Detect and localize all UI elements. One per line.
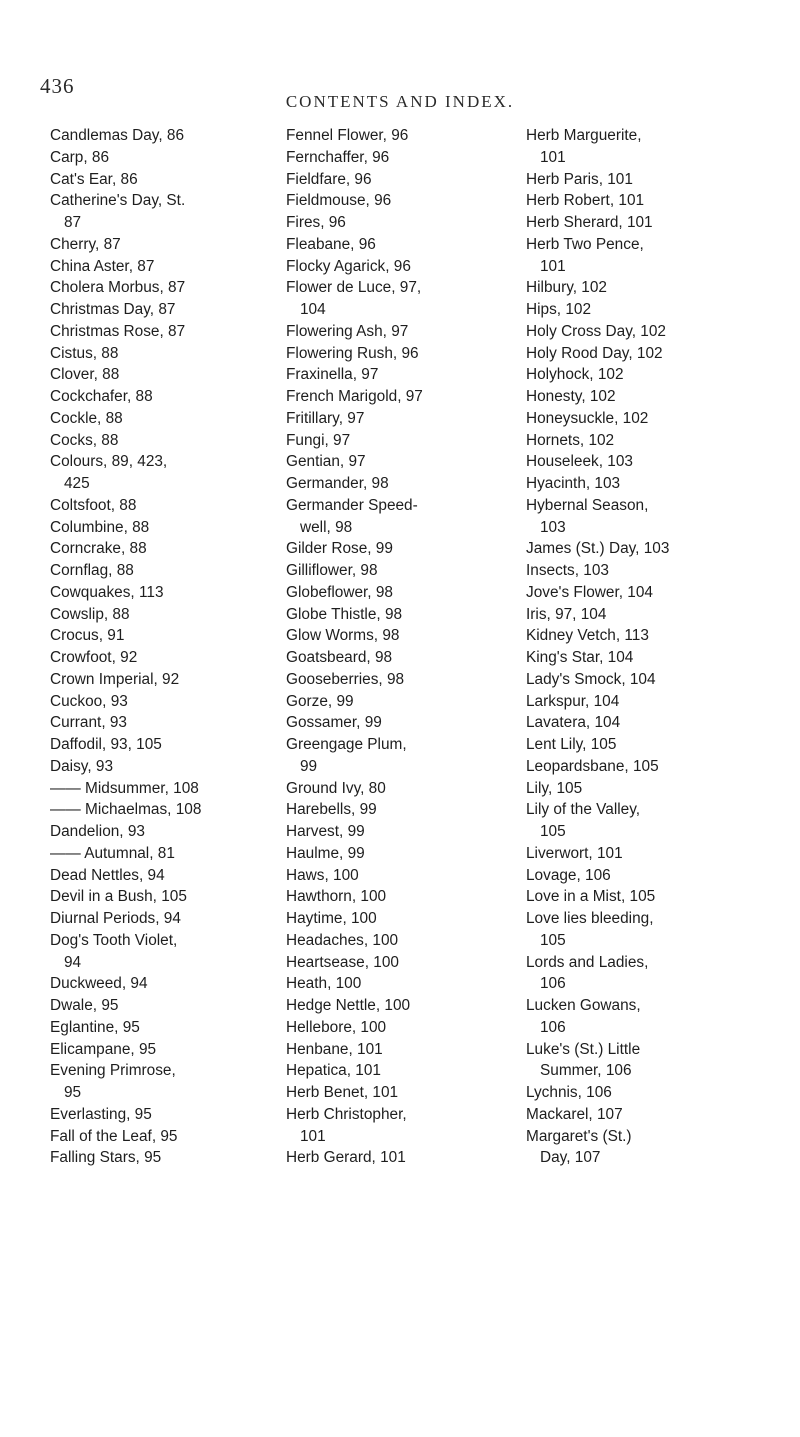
index-entry: Heath, 100 (286, 975, 362, 993)
index-entry: Fall of the Leaf, 95 (50, 1127, 178, 1145)
index-entry: 103 (540, 518, 566, 536)
index-entry: Herb Christopher, (286, 1105, 407, 1123)
index-entry: Lady's Smock, 104 (526, 670, 656, 688)
index-entry: 104 (300, 301, 326, 318)
index-entry: Everlasting, 95 (50, 1105, 152, 1123)
index-entry: Germander, 98 (286, 475, 389, 492)
index-entry: Goatsbeard, 98 (286, 649, 393, 666)
index-entry: 106 (540, 975, 566, 993)
index-entry: Love lies bleeding, (526, 910, 654, 927)
index-entry: 95 (64, 1084, 82, 1101)
index-entry: Herb Robert, 101 (526, 192, 645, 210)
index-entry: James (St.) Day, 103 (526, 540, 670, 558)
index-entry: King's Star, 104 (526, 649, 634, 666)
index-entry: Fieldmouse, 96 (286, 192, 392, 210)
index-entry: Gooseberries, 98 (286, 670, 405, 688)
index-entry: Lily of the Valley, (526, 801, 641, 819)
index-entry: Honeysuckle, 102 (526, 409, 649, 427)
index-entry: Summer, 106 (540, 1062, 632, 1080)
index-entry: well, 98 (300, 518, 353, 536)
index-entry: Corncrake, 88 (50, 540, 147, 558)
index-entry: Herb Paris, 101 (526, 170, 633, 188)
index-entry: Herb Gerard, 101 (286, 1149, 406, 1167)
index-entry: China Aster, 87 (50, 257, 155, 275)
index-entry: 101 (540, 148, 566, 166)
index-entry: 99 (300, 757, 318, 775)
index-entry: Day, 107 (540, 1149, 601, 1167)
index-entry: Hips, 102 (526, 301, 592, 318)
index-entry: Larkspur, 104 (526, 692, 620, 710)
index-entry: Headaches, 100 (286, 931, 399, 949)
index-entry: Cistus, 88 (50, 344, 119, 362)
index-entry: Christmas Rose, 87 (50, 322, 186, 340)
index-entry: Dwale, 95 (50, 997, 119, 1014)
index-entry: Globeflower, 98 (286, 583, 393, 601)
index-entry: Fraxinella, 97 (286, 366, 379, 384)
index-entry: Lychnis, 106 (526, 1084, 612, 1101)
index-entry: Clover, 88 (50, 366, 120, 384)
index-entry: Cockle, 88 (50, 409, 123, 427)
index-entry: Leopardsbane, 105 (526, 757, 659, 775)
index-column-1 (50, 125, 288, 1169)
index-entry: 87 (64, 214, 82, 231)
index-entry: Mackarel, 107 (526, 1105, 623, 1123)
index-entry: Christmas Day, 87 (50, 301, 176, 318)
index-entry: Flowering Ash, 97 (286, 322, 409, 340)
index-entry: Gorze, 99 (286, 692, 354, 710)
index-entry: Dandelion, 93 (50, 823, 145, 840)
index-entry: Gilder Rose, 99 (286, 540, 393, 558)
index-entry: Flowering Rush, 96 (286, 344, 419, 362)
index-entry: Cowquakes, 113 (50, 583, 164, 601)
index-entry: Daffodil, 93, 105 (50, 736, 162, 753)
index-entry: Houseleek, 103 (526, 453, 633, 471)
index-entry: Crown Imperial, 92 (50, 670, 180, 688)
index-entry: Holy Cross Day, 102 (526, 322, 666, 340)
index-entry: Fennel Flower, 96 (286, 127, 409, 144)
index-entry: Hepatica, 101 (286, 1062, 381, 1080)
index-entry: Crowfoot, 92 (50, 649, 138, 666)
index-entry: Glow Worms, 98 (286, 627, 400, 645)
index-entry: Herb Two Pence, (526, 235, 644, 253)
index-entry: Holyhock, 102 (526, 366, 624, 384)
index-entry: Columbine, 88 (50, 518, 150, 536)
index-entry: 106 (540, 1018, 566, 1036)
index-entry: Heartsease, 100 (286, 953, 399, 971)
index-entry: Duckweed, 94 (50, 975, 148, 993)
index-entry: Lent Lily, 105 (526, 736, 617, 753)
index-entry: Love in a Mist, 105 (526, 888, 656, 906)
index-entry: Fleabane, 96 (286, 235, 376, 253)
index-entry: Lucken Gowans, (526, 997, 641, 1014)
index-entry: Ground Ivy, 80 (286, 779, 386, 797)
index-entry: Gossamer, 99 (286, 714, 382, 732)
index-entry: Herb Benet, 101 (286, 1084, 399, 1101)
page-header (40, 74, 760, 111)
index-entry: Fernchaffer, 96 (286, 148, 390, 166)
index-entry: Lavatera, 104 (526, 714, 621, 732)
index-entry: Evening Primrose, (50, 1062, 176, 1080)
index-entry: Carp, 86 (50, 148, 110, 166)
index-entry: Catherine's Day, St. (50, 192, 186, 210)
index-column-3 (526, 125, 764, 1169)
index-entry: Fungi, 97 (286, 431, 351, 449)
index-entry: 105 (540, 931, 566, 949)
index-entry: Dead Nettles, 94 (50, 866, 165, 884)
index-entry: Herb Marguerite, (526, 127, 642, 144)
running-head: CONTENTS AND INDEX. (285, 92, 515, 111)
index-entry: Eglantine, 95 (50, 1018, 140, 1036)
index-entry: Hedge Nettle, 100 (286, 997, 411, 1014)
index-entry: Hybernal Season, (526, 496, 649, 514)
index-entry: 94 (64, 953, 82, 971)
index-entry: Herb Sherard, 101 (526, 214, 653, 231)
index-entry: Elicampane, 95 (50, 1040, 157, 1058)
index-entry: Dog's Tooth Violet, (50, 931, 178, 949)
index-entry: Jove's Flower, 104 (526, 583, 653, 601)
index-entry: Cockchafer, 88 (50, 388, 153, 405)
index-entry: Iris, 97, 104 (526, 605, 607, 623)
index-entry: Henbane, 101 (286, 1040, 383, 1058)
index-entry: Lovage, 106 (526, 866, 611, 884)
index-entry: Haulme, 99 (286, 844, 365, 862)
index-entry: Devil in a Bush, 105 (50, 888, 187, 906)
index-entry: Cat's Ear, 86 (50, 170, 138, 188)
index-entry: 101 (300, 1127, 326, 1145)
index-entry: Fieldfare, 96 (286, 170, 372, 188)
index-entry: Hilbury, 102 (526, 279, 607, 297)
index-entry: —— Midsummer, 108 (50, 779, 199, 797)
page-number: 436 (40, 74, 75, 98)
index-entry: Cornflag, 88 (50, 562, 134, 579)
index-entry: Holy Rood Day, 102 (526, 344, 663, 362)
index-column-2 (286, 125, 524, 1169)
index-entry: Cowslip, 88 (50, 605, 130, 623)
index-entry: —— Michaelmas, 108 (50, 801, 202, 819)
index-entry: Flower de Luce, 97, (286, 279, 422, 297)
index-entry: 425 (64, 475, 90, 492)
index-entry: Gilliflower, 98 (286, 562, 378, 579)
index-entry: Lily, 105 (526, 779, 583, 797)
index-entry: Falling Stars, 95 (50, 1149, 162, 1167)
index-entry: Candlemas Day, 86 (50, 127, 185, 144)
index-entry: Harvest, 99 (286, 823, 365, 840)
index-entry: Currant, 93 (50, 714, 127, 732)
index-entry: Colours, 89, 423, (50, 453, 168, 471)
index-entry: Kidney Vetch, 113 (526, 627, 649, 645)
index-entry: Globe Thistle, 98 (286, 605, 403, 623)
index-entry: Germander Speed- (286, 496, 418, 514)
index-entry: Honesty, 102 (526, 388, 616, 405)
index-entry: Hawthorn, 100 (286, 888, 387, 906)
index-entry: Greengage Plum, (286, 736, 407, 753)
index-entry: Diurnal Periods, 94 (50, 910, 181, 927)
index-entry: Crocus, 91 (50, 627, 125, 645)
index-entry: Hellebore, 100 (286, 1018, 387, 1036)
index-entry: Luke's (St.) Little (526, 1040, 641, 1058)
index-entry: Cuckoo, 93 (50, 692, 128, 710)
index-entry: Lords and Ladies, (526, 953, 649, 971)
index-entry: Gentian, 97 (286, 453, 366, 471)
index-entry: Haytime, 100 (286, 910, 377, 927)
index-entry: Fires, 96 (286, 214, 346, 231)
index-entry: 101 (540, 257, 566, 275)
index-entry: Cholera Morbus, 87 (50, 279, 186, 297)
index-entry: 105 (540, 823, 566, 840)
index-entry: Hyacinth, 103 (526, 475, 621, 492)
index-entry: Margaret's (St.) (526, 1127, 632, 1145)
index-entry: Cherry, 87 (50, 235, 121, 253)
index-entry: Insects, 103 (526, 562, 609, 579)
index-entry: French Marigold, 97 (286, 388, 423, 405)
index-entry: Flocky Agarick, 96 (286, 257, 411, 275)
index-entry: Hornets, 102 (526, 431, 615, 449)
index-entry: Daisy, 93 (50, 757, 114, 775)
index-entry: —— Autumnal, 81 (50, 844, 175, 862)
index-entry: Haws, 100 (286, 866, 359, 884)
index-entry: Fritillary, 97 (286, 409, 365, 427)
index-entry: Harebells, 99 (286, 801, 377, 819)
index-entry: Liverwort, 101 (526, 844, 623, 862)
index-entry: Coltsfoot, 88 (50, 496, 137, 514)
index-entry: Cocks, 88 (50, 431, 119, 449)
